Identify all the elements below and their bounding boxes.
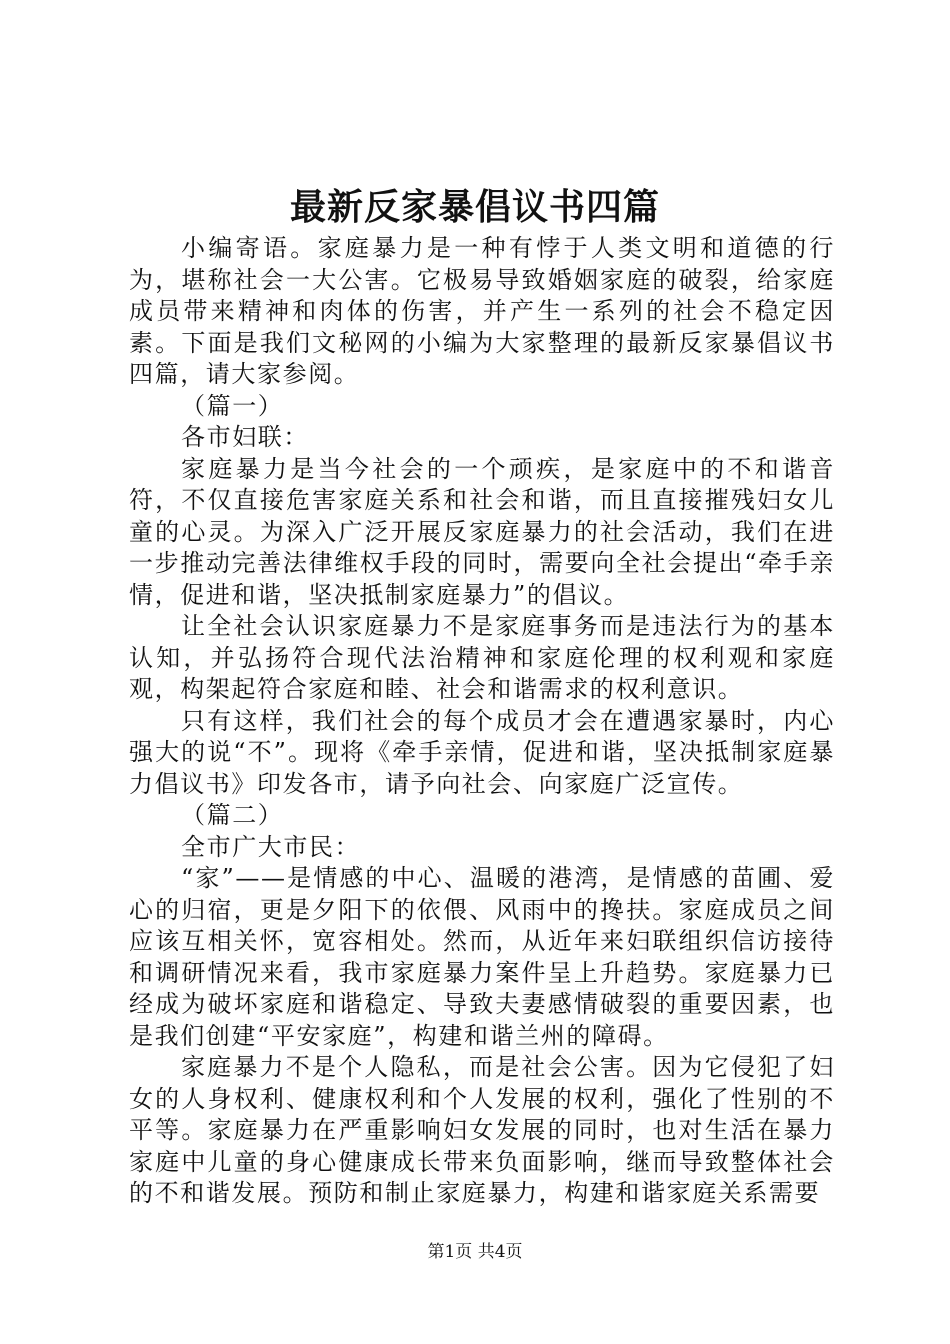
- page-footer: 第1页 共4页: [427, 1242, 523, 1262]
- document-title: 最新反家暴倡议书四篇: [289, 187, 660, 228]
- salutation-2: 全市广大市民：: [181, 832, 361, 861]
- body-paragraph: 家庭暴力是当今社会的一个顽疾，是家庭中的不和谐音符，不仅直接危害家庭关系和社会和谐，而且直接摧残妇女儿童的心灵。为深入广泛开展反家庭暴力的社会活动，我们在进一步推动完善法律维权手段的同时，需要向全社会提出“牵手亲情，促进和谐，坚决抵制家庭暴力”的倡议。: [129, 454, 835, 609]
- salutation-1: 各市妇联：: [181, 423, 309, 451]
- body-paragraph: “家”——是情感的中心、温暖的港湾，是情感的苗圃、爱心的归宿，更是夕阳下的依偎、风雨中的搀扶。家庭成员之间应该互相关怀，宽容相处。然而，从近年来妇联组织信访接待和调研情况来看，我市家庭暴力案件呈上升趋势。家庭暴力已经成为破坏家庭和谐稳定、导致夫妻感情破裂的重要因素，也是我们创建“平安家庭”，构建和谐兰州的障碍。: [129, 864, 835, 1050]
- intro-paragraph: 小编寄语。家庭暴力是一种有悖于人类文明和道德的行为，堪称社会一大公害。它极易导致婚姻家庭的破裂，给家庭成员带来精神和肉体的伤害，并产生一系列的社会不稳定因素。下面是我们文秘网的小编为大家整理的最新反家暴倡议书四篇，请大家参阅。: [129, 234, 835, 388]
- document-body: [129, 233, 835, 1210]
- body-paragraph: 让全社会认识家庭暴力不是家庭事务而是违法行为的基本认知，并弘扬符合现代法治精神和家庭伦理的权利观和家庭观，构架起符合家庭和睦、社会和谐需求的权利意识。: [129, 612, 835, 703]
- body-paragraph: 家庭暴力不是个人隐私，而是社会公害。因为它侵犯了妇女的人身权利、健康权利和个人发展的权利，强化了性别的不平等。家庭暴力在严重影响妇女发展的同时，也对生活在暴力家庭中儿童的身心健康成长带来负面影响，继而导致整体社会的不和谐发展。预防和制止家庭暴力，构建和谐家庭关系需要: [129, 1053, 835, 1207]
- section-heading-1: （篇一）: [181, 391, 284, 420]
- body-paragraph: 只有这样，我们社会的每个成员才会在遭遇家暴时，内心强大的说“不”。现将《牵手亲情，促进和谐，坚决抵制家庭暴力倡议书》印发各市，请予向社会、向家庭广泛宣传。: [129, 706, 835, 798]
- section-heading-2: （篇二）: [181, 801, 284, 829]
